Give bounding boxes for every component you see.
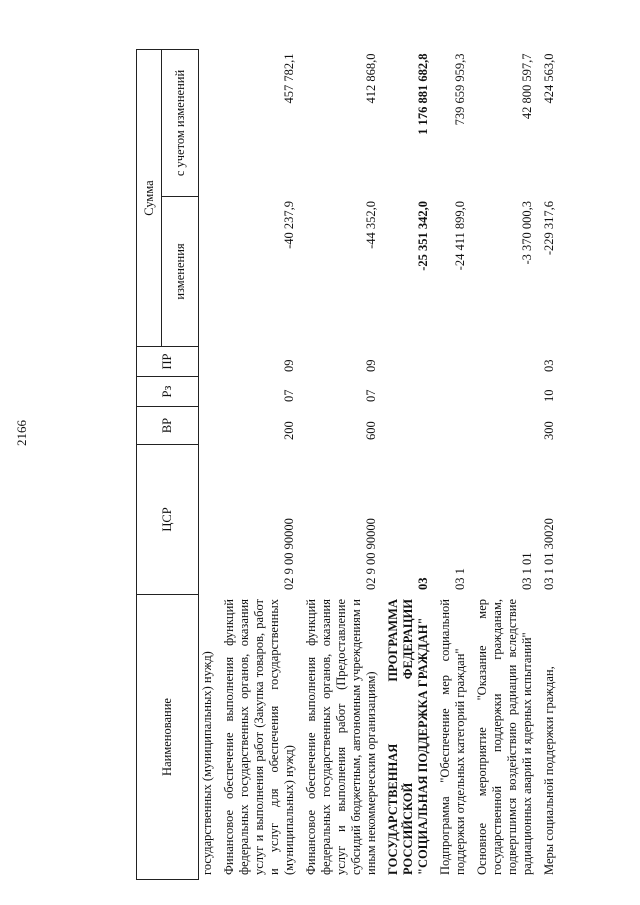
row-total: 457 782,1 [282,53,296,104]
row-name: ГОСУДАРСТВЕННАЯ ПРОГРАММА РОССИЙСКОЙ ФЕДЕРАЦИИ "СОЦИАЛЬНАЯ ПОДДЕРЖКА ГРАЖДАН" [386,599,430,875]
table-row [199,50,217,880]
row-change: -24 411 899,0 [453,201,467,271]
row-rz [199,377,217,407]
row-name: Финансовое обеспечение выполнения функций федеральных государственных органов, оказания услуг и выполнения работ (Закупка товаров, работ и услуг для обеспечения государственных (муниципальных) нужд) [222,599,296,875]
header-sum: Сумма [137,50,162,347]
row-change: -44 352,0 [364,201,378,249]
row-vr [469,407,536,445]
row-vr [432,407,469,445]
table-row [298,50,380,880]
row-name: Основное мероприятие "Оказание мер государственной поддержки гражданам, подвергшимся воздействию радиации вследствие радиационных аварий и ядерных испытаний" [475,599,534,875]
header-vr: ВР [137,407,199,445]
table-row [536,50,558,880]
page-number: 2166 [14,420,29,446]
budget-table-sheet [136,50,616,880]
table-row [432,50,469,880]
row-rz [432,377,469,407]
row-total: 412 868,0 [364,53,378,104]
budget-table [136,49,558,880]
row-name: Меры социальной поддержки граждан, [542,666,556,875]
header-csr: ЦСР [137,445,199,595]
row-rz [380,377,432,407]
row-pr [469,347,536,377]
row-total: 739 659 959,3 [453,53,467,126]
row-pr: 09 [282,359,296,372]
row-pr [380,347,432,377]
row-vr [380,407,432,445]
row-rz: 07 [282,389,296,402]
row-name: Подпрограмма "Обеспечение мер социальной поддержки отдельных категорий граждан" [438,599,467,875]
row-csr: 03 [416,577,430,590]
row-pr [432,347,469,377]
row-rz: 07 [364,389,378,402]
row-csr: 02 9 00 90000 [364,518,378,590]
table-row [216,50,298,880]
row-vr: 300 [542,421,556,440]
header-pr: ПР [137,347,199,377]
header-changes: изменения [162,197,199,347]
row-name: Финансовое обеспечение выполнения функций федеральных государственных органов, оказания услуг и выполнения работ (Предоставление субсидий бюджетным, автономным учреждениям и иным некоммерческим организациям) [304,599,378,875]
row-change: -229 317,6 [542,201,556,256]
row-vr [199,407,217,445]
row-vr: 600 [364,421,378,440]
row-csr [199,445,217,595]
row-change: -40 237,9 [282,201,296,249]
row-name: государственных (муниципальных) нужд) [200,651,214,875]
row-change: -3 370 000,3 [520,201,534,265]
row-total [199,50,217,197]
row-pr: 09 [364,359,378,372]
table-row [469,50,536,880]
row-total: 1 176 881 682,8 [416,53,430,135]
row-csr: 03 1 01 [520,552,534,590]
row-total: 42 800 597,7 [520,53,534,120]
row-change [199,197,217,347]
row-vr: 200 [282,421,296,440]
row-total: 424 563,0 [542,53,556,104]
header-rz: Рз [137,377,199,407]
row-rz [469,377,536,407]
row-csr: 02 9 00 90000 [282,518,296,590]
row-csr: 03 1 01 30020 [542,518,556,590]
row-pr [199,347,217,377]
row-change: -25 351 342,0 [416,201,430,271]
header-name: Наименование [137,595,199,880]
header-with-changes: с учетом изменений [162,50,199,197]
row-csr: 03 1 [453,568,467,590]
table-row [380,50,432,880]
row-pr: 03 [542,359,556,372]
row-rz: 10 [542,389,556,402]
